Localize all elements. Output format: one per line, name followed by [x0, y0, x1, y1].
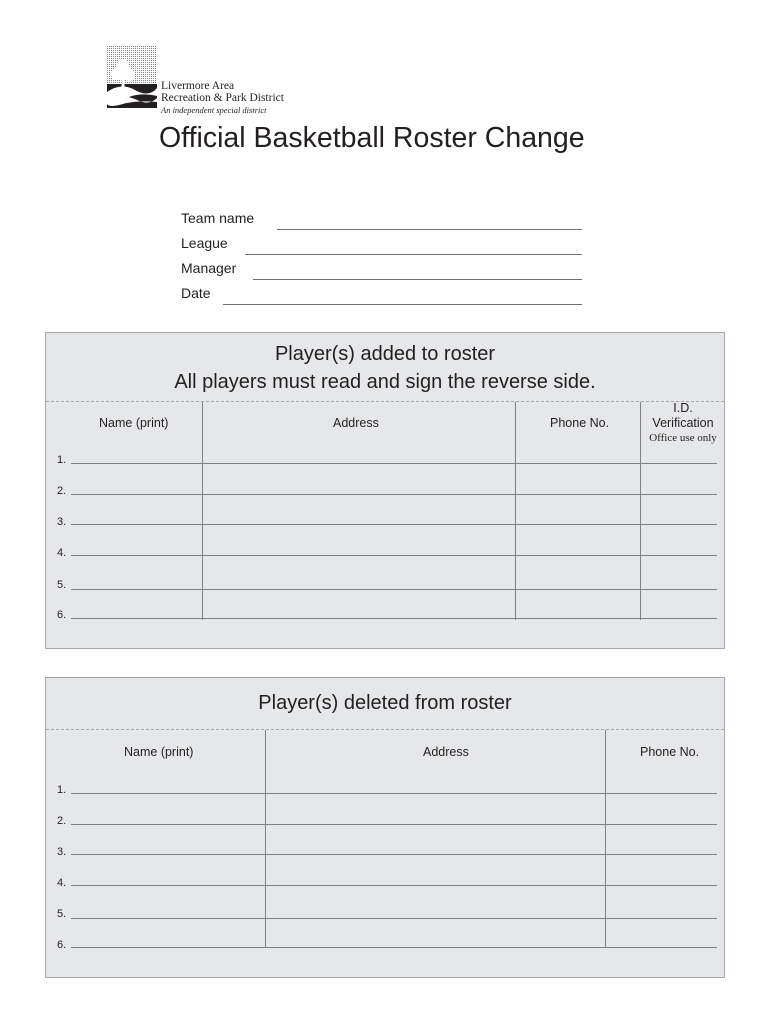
deleted-name-column-header: Name (print)	[124, 745, 194, 759]
added-phone-column-header: Phone No.	[550, 416, 610, 430]
added-address-column-header: Address	[333, 416, 379, 430]
deleted-row-line[interactable]	[71, 824, 717, 825]
added-row-line[interactable]	[71, 524, 717, 525]
deleted-row-number: 3.	[57, 846, 67, 858]
deleted-row-number: 2.	[57, 815, 67, 827]
added-column-divider	[202, 402, 203, 620]
deleted-column-divider	[605, 730, 606, 947]
players-added-panel	[45, 332, 725, 649]
deleted-row-line[interactable]	[71, 885, 717, 886]
team-name-label: Team name	[181, 210, 255, 226]
players-deleted-heading: Player(s) deleted from roster	[258, 692, 512, 714]
team-name-field[interactable]	[181, 210, 582, 230]
manager-field[interactable]	[181, 260, 582, 280]
league-line[interactable]	[245, 254, 582, 255]
added-row-number: 1.	[57, 454, 67, 466]
date-line[interactable]	[223, 304, 582, 305]
added-column-divider	[515, 402, 516, 620]
added-row-number: 4.	[57, 547, 67, 559]
deleted-row-number: 5.	[57, 908, 67, 920]
manager-line[interactable]	[253, 279, 582, 280]
org-name-line1: Livermore Area	[161, 80, 235, 92]
added-row-number: 6.	[57, 609, 67, 621]
added-row-number: 5.	[57, 579, 67, 591]
deleted-row-number: 6.	[57, 939, 67, 951]
district-logo	[107, 46, 307, 116]
form-title: Official Basketball Roster Change	[159, 122, 585, 154]
league-label: League	[181, 235, 228, 251]
deleted-row-line[interactable]	[71, 947, 717, 948]
added-id-column-header	[646, 401, 720, 445]
manager-label: Manager	[181, 260, 237, 276]
tree-landscape-icon	[107, 46, 157, 108]
deleted-row-number: 4.	[57, 877, 67, 889]
deleted-column-divider	[265, 730, 266, 947]
team-name-line[interactable]	[277, 229, 582, 230]
date-field[interactable]	[181, 285, 582, 305]
date-label: Date	[181, 285, 211, 301]
players-deleted-panel	[45, 677, 725, 978]
added-name-column-header: Name (print)	[99, 416, 169, 430]
league-field[interactable]	[181, 235, 582, 255]
added-row-line[interactable]	[71, 494, 717, 495]
deleted-row-line[interactable]	[71, 854, 717, 855]
players-added-subheading: All players must read and sign the reverse side.	[174, 371, 596, 393]
deleted-phone-column-header: Phone No.	[640, 745, 700, 759]
org-name-line2: Recreation & Park District	[161, 92, 284, 104]
added-row-line[interactable]	[71, 618, 717, 619]
added-row-line[interactable]	[71, 555, 717, 556]
added-id-office-note: Office use only	[649, 432, 717, 444]
added-id-header-line2: Verification	[652, 416, 714, 430]
deleted-row-line[interactable]	[71, 793, 717, 794]
added-row-line[interactable]	[71, 463, 717, 464]
players-added-heading: Player(s) added to roster	[274, 343, 496, 365]
deleted-address-column-header: Address	[423, 745, 469, 759]
org-tagline: An independent special district	[161, 105, 267, 115]
players-deleted-header	[46, 678, 724, 730]
added-row-line[interactable]	[71, 589, 717, 590]
added-row-number: 2.	[57, 485, 67, 497]
added-row-number: 3.	[57, 516, 67, 528]
added-column-divider	[640, 402, 641, 620]
players-added-header	[46, 333, 724, 402]
deleted-row-line[interactable]	[71, 918, 717, 919]
added-id-header-line1: I.D.	[673, 401, 693, 415]
deleted-row-number: 1.	[57, 784, 67, 796]
